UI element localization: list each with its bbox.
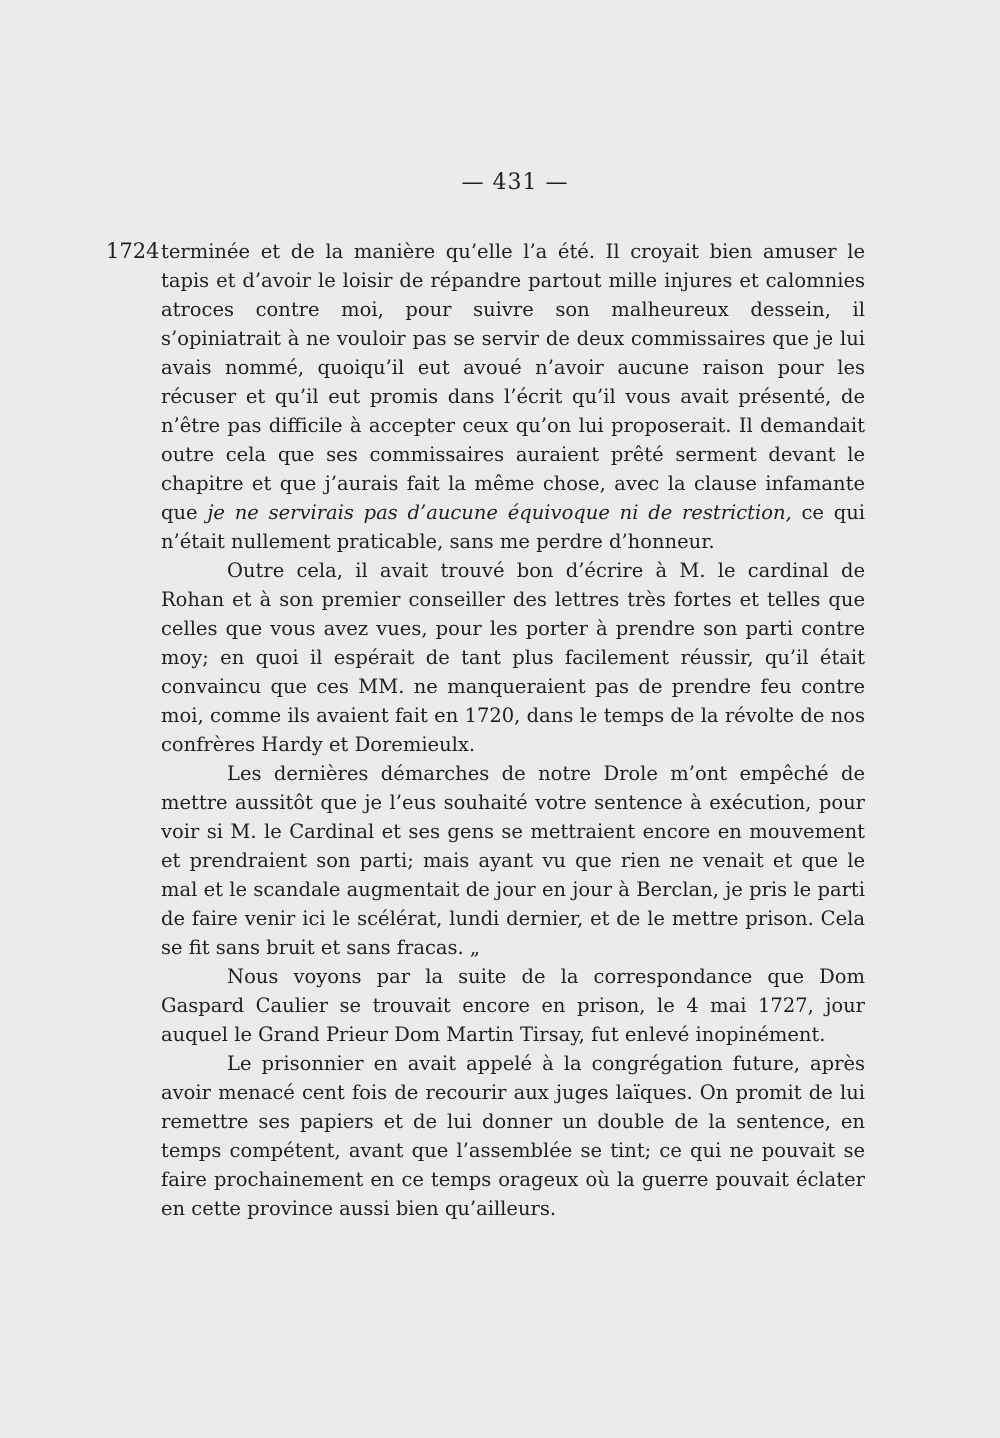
- body-text: [161, 237, 865, 1223]
- margin-year: 1724: [106, 239, 160, 263]
- paragraph-3: Les dernières démarches de notre Drole m’ont empêché de mettre aussitôt que je l’eus souhaité votre sentence à exécution, pour voir si M. le Cardinal et ses gens se mettraient encore en mouvement et prendraient son parti; mais ayant vu que rien ne venait et que le mal et le scandale augmentait de jour en jour à Berclan, je pris le parti de faire venir ici le scélérat, lundi dernier, et de le mettre prison. Cela se fit sans bruit et sans fracas. „: [161, 762, 865, 959]
- paragraph-1-start: terminée et de la manière qu’elle l’a été. Il croyait bien amuser le tapis et d’avoir le loisir de répandre partout mille injures et calomnies atroces contre moi, pour suivre son malheureux dessein, il s’opiniatrait à ne vouloir pas se servir de deux commissaires que je lui avais nommé, quoiqu’il eut avoué n’avoir aucune raison pour les récuser et qu’il eut promis dans l’écrit qu’il vous avait présenté, de n’être pas difficile à accepter ceux qu’on lui proposerait. Il demandait outre cela que ses commissaires auraient prêté serment devant le chapitre et que j’aurais fait la même chose, avec la clause infamante que: [161, 240, 865, 524]
- paragraph-4: Nous voyons par la suite de la correspondance que Dom Gaspard Caulier se trouvait encore en prison, le 4 mai 1727, jour auquel le Grand Prieur Dom Martin Tirsay, fut enlevé inopinément.: [161, 965, 865, 1046]
- paragraph-1-italic-quote: je ne servirais pas d’aucune équivoque ni de restriction,: [207, 501, 792, 524]
- page-number: — 431 —: [461, 170, 569, 195]
- paragraph-5: Le prisonnier en avait appelé à la congrégation future, après avoir menacé cent fois de recourir aux juges laïques. On promit de lui remettre ses papiers et de lui donner un double de la sentence, en temps compétent, avant que l’assemblée se tint; ce qui ne pouvait se faire prochainement en ce temps orageux où la guerre pouvait éclater en cette province aussi bien qu’ailleurs.: [161, 1052, 865, 1220]
- paragraph-1: [161, 237, 865, 556]
- paragraph-1-end: ce qui n’était nullement praticable, sans me perdre d’honneur.: [161, 501, 866, 553]
- paragraph-2: Outre cela, il avait trouvé bon d’écrire à M. le cardinal de Rohan et à son premier conseiller des lettres très fortes et telles que celles que vous avez vues, pour les porter à prendre son parti contre moy; en quoi il espérait de tant plus facilement réussir, qu’il était convaincu que ces MM. ne manqueraient pas de prendre feu contre moi, comme ils avaient fait en 1720, dans le temps de la révolte de nos confrères Hardy et Doremieulx.: [161, 559, 865, 756]
